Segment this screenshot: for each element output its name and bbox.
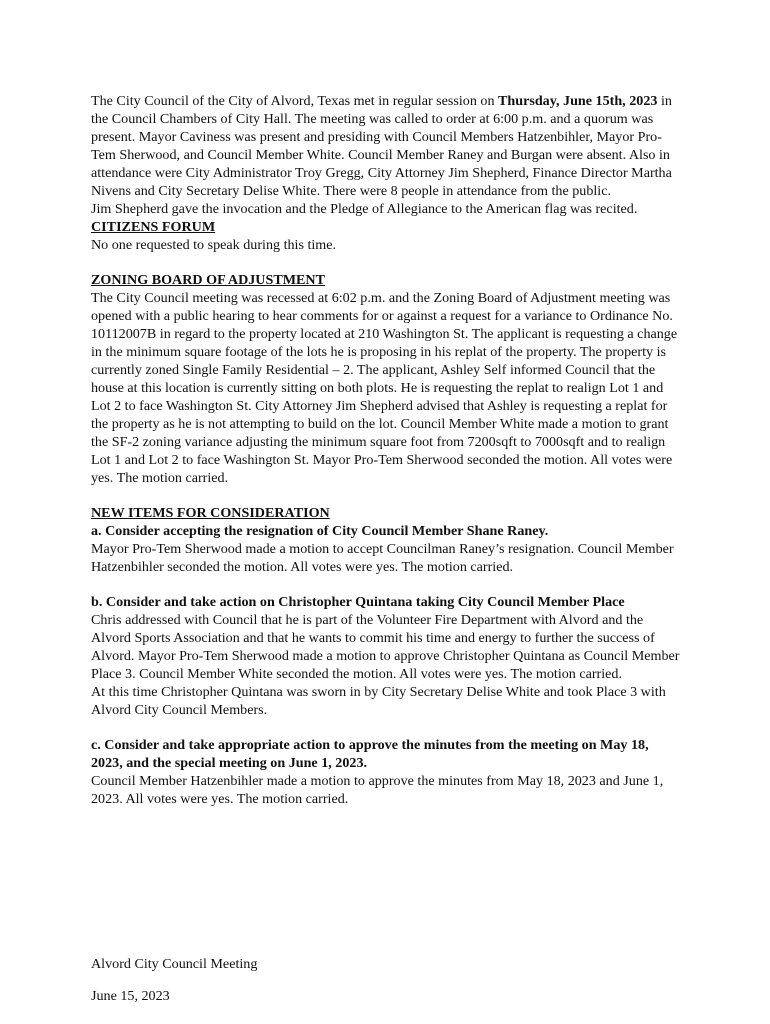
citizens-forum-section <box>91 218 681 254</box>
citizens-forum-heading: CITIZENS FORUM <box>91 219 216 235</box>
item-c-title: c. Consider and take appropriate action to approve the minutes from the meeting on May 18, 2023, and the special meeting on June 1, 2023. <box>91 737 649 771</box>
footer-line-2: June 15, 2023 <box>91 988 170 1005</box>
invocation-paragraph: Jim Shepherd gave the invocation and the Pledge of Allegiance to the American flag was recited. <box>91 201 638 217</box>
footer-line-1: Alvord City Council Meeting <box>91 956 258 973</box>
page-footer <box>91 941 681 1019</box>
item-b-text-2: At this time Christopher Quintana was sworn in by City Secretary Delise White and took Place 3 with Alvord City Council Members. <box>91 684 666 718</box>
intro-text-before: The City Council of the City of Alvord, Texas met in regular session on <box>91 93 499 109</box>
new-items-heading: NEW ITEMS FOR CONSIDERATION <box>91 505 330 521</box>
item-a-title: a. Consider accepting the resignation of City Council Member Shane Raney. <box>91 523 549 539</box>
zoning-board-heading: ZONING BOARD OF ADJUSTMENT <box>91 272 326 288</box>
zoning-board-section <box>91 271 681 487</box>
new-items-section-b <box>91 593 681 719</box>
item-c-text: Council Member Hatzenbihler made a motion to approve the minutes from May 18, 2023 and June 1, 2023. All votes were yes. The motion carried. <box>91 773 664 807</box>
item-b-title: b. Consider and take action on Christopher Quintana taking City Council Member Place <box>91 594 625 610</box>
new-items-section-a <box>91 504 681 576</box>
intro-text-after: in the Council Chambers of City Hall. The meeting was called to order at 6:00 p.m. and a quorum was present. Mayor Caviness was present and presiding with Council Members Hatzenbihler, Mayor Pro-Tem Sherwood, and Council Member White. Council Member Raney and Burgan were absent. Also in attendance were City Administrator Troy Gregg, City Attorney Jim Shepherd, Finance Director Martha Nivens and City Secretary Delise White. There were 8 people in attendance from the public. <box>91 93 672 199</box>
item-b-text: Chris addressed with Council that he is part of the Volunteer Fire Department with Alvord and the Alvord Sports Association and that he wants to commit his time and energy to further the success of Alvord. Mayor Pro-Tem Sherwood made a motion to approve Christopher Quintana as Council Member Place 3. Council Member White seconded the motion. All votes were yes. The motion carried. <box>91 612 680 682</box>
item-a-text: Mayor Pro-Tem Sherwood made a motion to accept Councilman Raney’s resignation. Council Member Hatzenbihler seconded the motion. All votes were yes. The motion carried. <box>91 541 674 575</box>
intro-paragraph <box>91 92 681 200</box>
meeting-date: Thursday, June 15th, 2023 <box>498 93 658 109</box>
document-body <box>91 92 681 825</box>
new-items-section-c <box>91 736 681 808</box>
citizens-forum-text: No one requested to speak during this time. <box>91 237 337 253</box>
zoning-board-text: The City Council meeting was recessed at 6:02 p.m. and the Zoning Board of Adjustment meeting was opened with a public hearing to hear comments for or against a request for a variance to Ordinance No. 10112007B in regard to the property located at 210 Washington St. The applicant is requesting a change in the minimum square footage of the lots he is proposing in his replat of the property. The property is currently zoned Single Family Residential – 2. The applicant, Ashley Self informed Council that the house at this location is currently sitting on both plots. He is requesting the replat to realign Lot 1 and Lot 2 to face Washington St. City Attorney Jim Shepherd advised that Ashley is requesting a replat for the property as he is not attempting to build on the lot. Council Member White made a motion to grant the SF-2 zoning variance adjusting the minimum square foot from 7200sqft to 7000sqft and to realign Lot 1 and Lot 2 to face Washington St. Mayor Pro-Tem Sherwood seconded the motion. All votes were yes. The motion carried. <box>91 290 678 486</box>
